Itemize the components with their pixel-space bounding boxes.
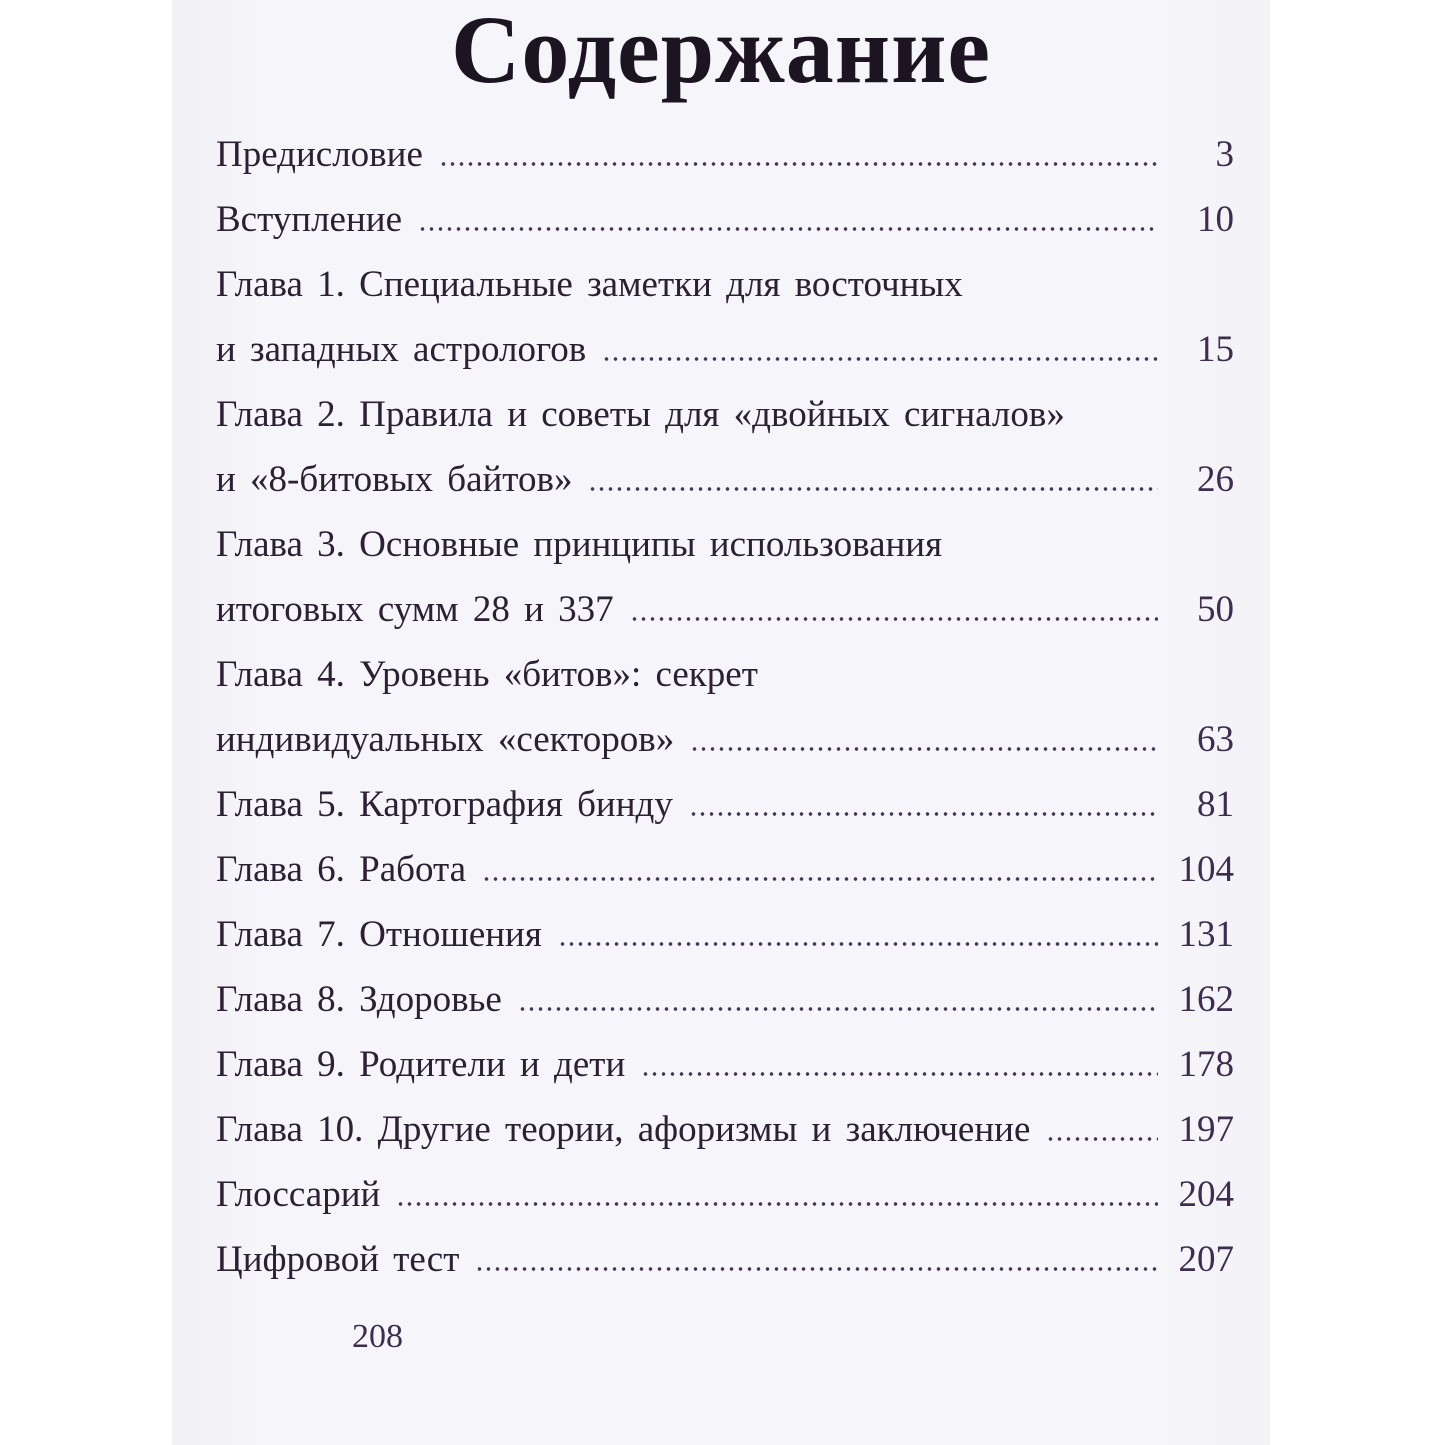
toc-entry-text: и западных астрологов	[216, 329, 587, 370]
toc-entry	[216, 512, 1234, 642]
toc-entry-line	[216, 447, 1234, 512]
toc-entry-text: Глава 4. Уровень «битов»: секрет	[216, 654, 758, 695]
toc-page-number: 81	[1197, 784, 1234, 825]
toc-page-number: 3	[1215, 134, 1234, 175]
dot-leader	[418, 224, 1158, 234]
toc-page-number: 162	[1178, 979, 1234, 1020]
dot-leader	[1046, 1134, 1158, 1144]
toc-entry-line	[216, 1227, 1234, 1292]
toc-entry-line	[216, 772, 1234, 837]
toc-entry-line	[216, 317, 1234, 382]
toc-entry-text: Предисловие	[216, 134, 423, 175]
toc-entry	[216, 187, 1234, 252]
toc-page-number: 63	[1197, 719, 1234, 760]
toc-entry-text: Глава 7. Отношения	[216, 914, 542, 955]
toc-entry	[216, 1097, 1234, 1162]
toc-page-number: 26	[1197, 459, 1234, 500]
dot-leader	[475, 1264, 1158, 1274]
toc-entry-line	[216, 1097, 1234, 1162]
toc-entry	[216, 1162, 1234, 1227]
toc-entry-text: Глава 10. Другие теории, афоризмы и заключение	[216, 1109, 1031, 1150]
toc-entry-line	[216, 1162, 1234, 1227]
toc-entry	[216, 122, 1234, 187]
toc-page-number: 204	[1178, 1174, 1234, 1215]
toc-entry	[216, 1032, 1234, 1097]
toc-entry-line	[216, 902, 1234, 967]
toc-entry	[216, 772, 1234, 837]
toc-page-number: 15	[1197, 329, 1234, 370]
toc-entry	[216, 382, 1234, 512]
toc-entry-text: индивидуальных «секторов»	[216, 719, 675, 760]
toc-entry	[216, 642, 1234, 772]
toc-page-number: 50	[1197, 589, 1234, 630]
dot-leader	[630, 614, 1158, 624]
toc-page-number: 10	[1197, 199, 1234, 240]
toc-entry-text: Глава 5. Картография бинду	[216, 784, 673, 825]
toc-page-number: 131	[1178, 914, 1234, 955]
toc-entry	[216, 902, 1234, 967]
toc-entry-text: Глава 6. Работа	[216, 849, 467, 890]
toc-entry	[216, 1227, 1234, 1292]
dot-leader	[641, 1069, 1158, 1079]
dot-leader	[439, 159, 1158, 169]
toc-list	[172, 122, 1270, 1292]
toc-entry-text: Вступление	[216, 199, 402, 240]
toc-entry-line	[216, 1032, 1234, 1097]
dot-leader	[482, 874, 1158, 884]
dot-leader	[396, 1199, 1158, 1209]
dot-leader	[588, 484, 1158, 494]
dot-leader	[602, 354, 1158, 364]
toc-page-number: 178	[1178, 1044, 1234, 1085]
toc-entry-line	[216, 187, 1234, 252]
toc-entry-line	[216, 382, 1234, 447]
scanned-book-page	[172, 0, 1270, 1445]
dot-leader	[558, 939, 1158, 949]
toc-entry-line	[216, 642, 1234, 707]
toc-entry-text: Глава 1. Специальные заметки для восточных	[216, 264, 963, 305]
toc-entry-text: Глава 8. Здоровье	[216, 979, 502, 1020]
footer-page-number: 208	[352, 1318, 403, 1355]
toc-entry-text: итоговых сумм 28 и 337	[216, 589, 614, 630]
toc-entry-text: Глава 3. Основные принципы использования	[216, 524, 943, 565]
toc-entry-line	[216, 837, 1234, 902]
dot-leader	[518, 1004, 1158, 1014]
toc-entry-line	[216, 252, 1234, 317]
toc-entry	[216, 967, 1234, 1032]
toc-entry-text: Глава 2. Правила и советы для «двойных сигналов»	[216, 394, 1065, 435]
toc-page-number: 197	[1178, 1109, 1234, 1150]
toc-page-number: 104	[1178, 849, 1234, 890]
toc-entry-text: Цифровой тест	[216, 1239, 460, 1280]
toc-entry-text: и «8-битовых байтов»	[216, 459, 573, 500]
toc-page-number: 207	[1178, 1239, 1234, 1280]
toc-entry-line	[216, 577, 1234, 642]
toc-entry-line	[216, 707, 1234, 772]
toc-entry	[216, 252, 1234, 382]
toc-entry-line	[216, 967, 1234, 1032]
toc-entry-line	[216, 512, 1234, 577]
toc-entry-text: Глава 9. Родители и дети	[216, 1044, 626, 1085]
toc-entry-line	[216, 122, 1234, 187]
dot-leader	[690, 744, 1158, 754]
dot-leader	[689, 809, 1158, 819]
toc-entry-text: Глоссарий	[216, 1174, 381, 1215]
page-title: Содержание	[451, 0, 991, 103]
toc-entry	[216, 837, 1234, 902]
